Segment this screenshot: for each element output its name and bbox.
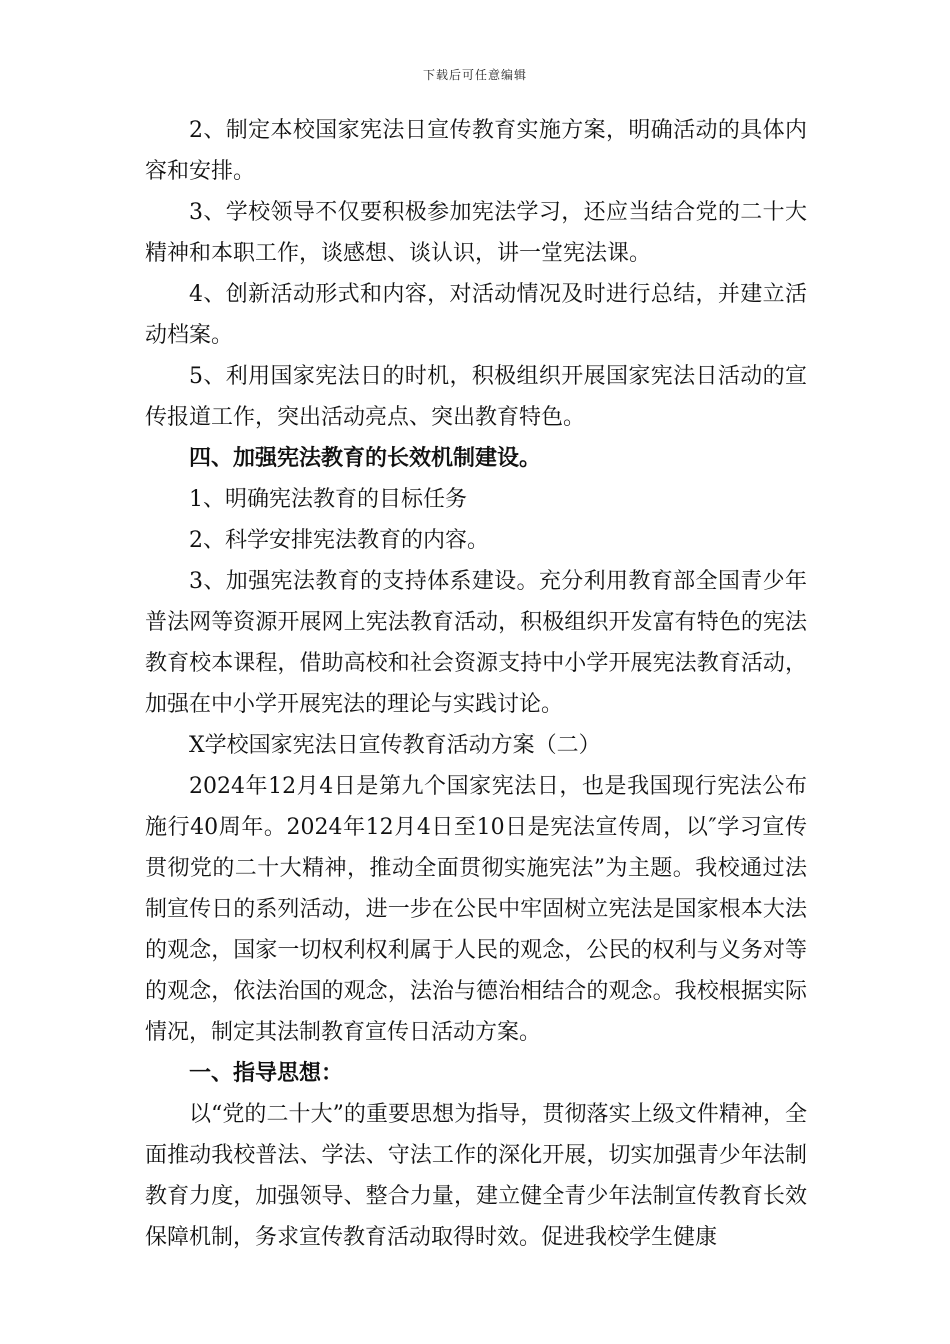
paragraph: 以“党的二十大”的重要思想为指导，贯彻落实上级文件精神，全面推动我校普法、学法、守法工作的深化开展，切实加强青少年法制教育力度，加强领导、整合力量，建立健全青少年法制宣传教育长效保障机制，务求宣传教育活动取得时效。促进我校学生健康	[145, 1102, 807, 1250]
paragraph: 3、学校领导不仅要积极参加宪法学习，还应当结合党的二十大精神和本职工作，谈感想、谈认识，讲一堂宪法课。	[145, 200, 807, 266]
paragraph: 3、加强宪法教育的支持体系建设。充分利用教育部全国青少年普法网等资源开展网上宪法教育活动，积极组织开发富有特色的宪法教育校本课程，借助高校和社会资源支持中小学开展宪法教育活动，加强在中小学开展宪法的理论与实践讨论。	[145, 569, 807, 717]
paragraph: 2、制定本校国家宪法日宣传教育实施方案，明确活动的具体内容和安排。	[145, 118, 807, 184]
paragraph: 2、科学安排宪法教育的内容。	[189, 528, 489, 553]
paragraph: 4、创新活动形式和内容，对活动情况及时进行总结，并建立活动档案。	[145, 282, 807, 348]
paragraph: 5、利用国家宪法日的时机，积极组织开展国家宪法日活动的宣传报道工作，突出活动亮点、突出教育特色。	[145, 364, 807, 430]
section-heading: 一、指导思想：	[189, 1060, 344, 1086]
header-note: 下载后可任意编辑	[422, 68, 527, 82]
paragraph: 2024年12月4日是第九个国家宪法日，也是我国现行宪法公布施行40周年。2024年12月4日至10日是宪法宣传周，以″学习宣传贯彻党的二十大精神，推动全面贯彻实施宪法”为主题。我校通过法制宣传日的系列活动，进一步在公民中牢固树立宪法是国家根本大法的观念，国家一切权利权利属于人民的观念，公民的权利与义务对等的观念，依法治国的观念，法治与德治相结合的观念。我校根据实际情况，制定其法制教育宣传日活动方案。	[145, 774, 807, 1045]
document-body	[145, 110, 807, 1258]
paragraph: 1、明确宪法教育的目标任务	[189, 487, 467, 512]
section-heading: 四、加强宪法教育的长效机制建设。	[189, 445, 542, 471]
document-subtitle: X学校国家宪法日宣传教育活动方案（二）	[189, 733, 601, 758]
